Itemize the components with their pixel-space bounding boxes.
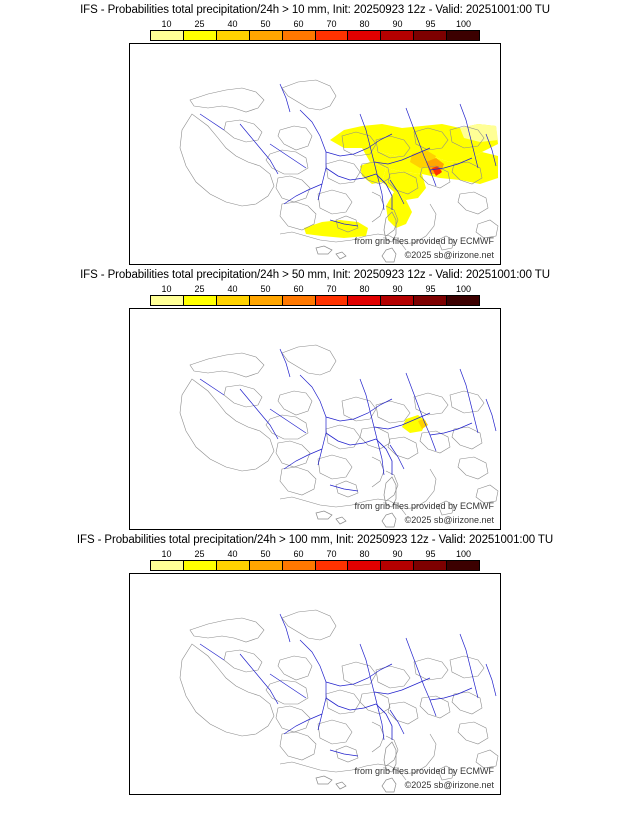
colorbar-tick-9: 100 [455, 19, 472, 29]
colorbar-gradient-10mm [150, 30, 480, 41]
colorbar-tick-9: 100 [455, 284, 472, 294]
colorbar-tick-5: 70 [326, 19, 337, 29]
colorbar-tick-7: 90 [392, 19, 403, 29]
colorbar-tick-7: 90 [392, 284, 403, 294]
colorbar-segment [414, 31, 447, 40]
colorbar-tick-3: 50 [260, 19, 271, 29]
colorbar-segment [151, 296, 184, 305]
colorbar-gradient-50mm [150, 295, 480, 306]
probability-shading [402, 415, 428, 433]
colorbar-segment [217, 296, 250, 305]
colorbar-segment [447, 296, 479, 305]
colorbar-tick-6: 80 [359, 19, 370, 29]
colorbar-tick-2: 40 [227, 284, 238, 294]
colorbar-segment [250, 31, 283, 40]
colorbar-tick-5: 70 [326, 284, 337, 294]
colorbar-segment [151, 561, 184, 570]
colorbar-segment [381, 296, 414, 305]
colorbar-tick-9: 100 [455, 549, 472, 559]
rivers [200, 349, 496, 491]
coastlines [180, 345, 498, 515]
colorbar-tick-0: 10 [161, 549, 172, 559]
colorbar-segment [316, 561, 349, 570]
colorbar-segment [184, 561, 217, 570]
map-10mm[interactable] [129, 43, 501, 265]
colorbar-labels-50mm [150, 284, 480, 295]
colorbar-tick-4: 60 [293, 19, 304, 29]
colorbar-tick-2: 40 [227, 19, 238, 29]
map-100mm[interactable] [129, 573, 501, 795]
colorbar-tick-1: 25 [194, 19, 205, 29]
colorbar-segment [414, 561, 447, 570]
colorbar-tick-4: 60 [293, 284, 304, 294]
panel-10mm [0, 0, 630, 265]
panel-title-10mm: IFS - Probabilities total precipitation/24h > 10 mm, Init: 20250923 12z - Valid: 20251001:00 TU [80, 4, 550, 16]
colorbar-tick-0: 10 [161, 19, 172, 29]
coastlines [180, 610, 498, 780]
colorbar-50mm [150, 284, 480, 306]
colorbar-100mm [150, 549, 480, 571]
colorbar-tick-3: 50 [260, 549, 271, 559]
colorbar-tick-8: 95 [425, 549, 436, 559]
credit-copyright-10mm: ©2025 sb@irizone.net [404, 250, 494, 260]
colorbar-segment [184, 31, 217, 40]
colorbar-segment [316, 31, 349, 40]
country-borders [326, 698, 392, 740]
panel-title-50mm: IFS - Probabilities total precipitation/24h > 50 mm, Init: 20250923 12z - Valid: 20251001:00 TU [80, 269, 550, 281]
map-50mm[interactable] [129, 308, 501, 530]
colorbar-tick-3: 50 [260, 284, 271, 294]
colorbar-tick-4: 60 [293, 549, 304, 559]
colorbar-segment [348, 31, 381, 40]
colorbar-tick-0: 10 [161, 284, 172, 294]
balearic-islands [316, 511, 346, 524]
credit-copyright-100mm: ©2025 sb@irizone.net [404, 780, 494, 790]
colorbar-tick-8: 95 [425, 19, 436, 29]
balearic-islands [316, 776, 346, 789]
credit-source-100mm: from grib files provided by ECMWF [354, 766, 494, 776]
map-svg-50mm [130, 309, 500, 529]
colorbar-segment [414, 296, 447, 305]
rivers [200, 614, 496, 756]
credit-source-50mm: from grib files provided by ECMWF [354, 501, 494, 511]
colorbar-segment [250, 296, 283, 305]
colorbar-tick-6: 80 [359, 284, 370, 294]
colorbar-tick-2: 40 [227, 549, 238, 559]
colorbar-gradient-100mm [150, 560, 480, 571]
panel-title-100mm: IFS - Probabilities total precipitation/24h > 100 mm, Init: 20250923 12z - Valid: 20251001:00 TU [76, 534, 554, 546]
colorbar-segment [151, 31, 184, 40]
colorbar-segment [283, 296, 316, 305]
colorbar-segment [283, 561, 316, 570]
colorbar-tick-6: 80 [359, 549, 370, 559]
colorbar-segment [184, 296, 217, 305]
colorbar-segment [381, 31, 414, 40]
colorbar-segment [250, 561, 283, 570]
colorbar-10mm [150, 19, 480, 41]
colorbar-segment [348, 296, 381, 305]
colorbar-tick-5: 70 [326, 549, 337, 559]
colorbar-labels-100mm [150, 549, 480, 560]
map-svg-100mm [130, 574, 500, 794]
colorbar-segment [283, 31, 316, 40]
country-borders [326, 433, 392, 475]
colorbar-segment [447, 31, 479, 40]
colorbar-segment [217, 31, 250, 40]
colorbar-segment [348, 561, 381, 570]
colorbar-tick-1: 25 [194, 549, 205, 559]
colorbar-segment [381, 561, 414, 570]
panel-50mm [0, 265, 630, 530]
colorbar-segment [447, 561, 479, 570]
colorbar-tick-1: 25 [194, 284, 205, 294]
colorbar-tick-7: 90 [392, 549, 403, 559]
panel-100mm [0, 530, 630, 795]
balearic-islands [316, 246, 346, 259]
colorbar-segment [217, 561, 250, 570]
credit-source-10mm: from grib files provided by ECMWF [354, 236, 494, 246]
credit-copyright-50mm: ©2025 sb@irizone.net [404, 515, 494, 525]
map-svg-10mm [130, 44, 500, 264]
colorbar-tick-8: 95 [425, 284, 436, 294]
colorbar-labels-10mm [150, 19, 480, 30]
colorbar-segment [316, 296, 349, 305]
